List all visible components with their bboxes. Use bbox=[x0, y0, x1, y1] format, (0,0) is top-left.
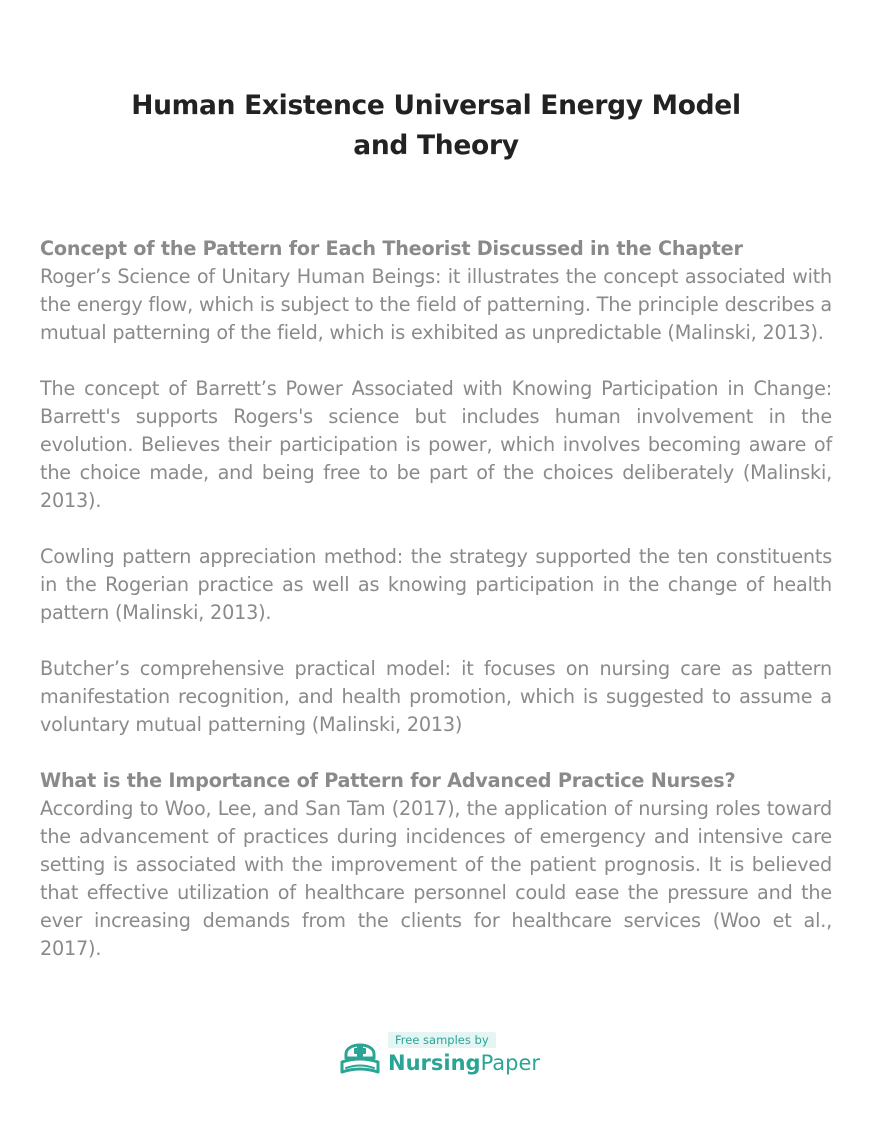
document-body bbox=[40, 235, 832, 991]
section-heading-importance: What is the Importance of Pattern for Advanced Practice Nurses? bbox=[40, 769, 736, 792]
paragraph-rogers: Roger’s Science of Unitary Human Beings: it illustrates the concept associated with the energy flow, which is subject to the field of patterning. The principle describes a mutual patterning of the field, which is exhibited as unpredictable (Malinski, 2013). bbox=[40, 265, 832, 344]
footer-brand[interactable] bbox=[338, 1030, 541, 1078]
nurse-cap-icon bbox=[338, 1032, 382, 1076]
footer-tagline: Free samples by bbox=[388, 1032, 496, 1048]
paragraph-cowling: Cowling pattern appreciation method: the strategy supported the ten constituents in the Rogerian practice as well as knowing participation in the change of health pattern (Malinski, 2013). bbox=[40, 545, 832, 624]
page-title-line-1: Human Existence Universal Energy Model bbox=[131, 89, 741, 121]
brand-name-strong: Nursing bbox=[388, 1051, 481, 1075]
page-title bbox=[120, 86, 752, 166]
paragraph-butcher: Butcher’s comprehensive practical model: it focuses on nursing care as pattern manifestation recognition, and health promotion, which is suggested to assume a voluntary mutual patterning (Malinski, 2013) bbox=[40, 657, 832, 736]
paragraph-woo: According to Woo, Lee, and San Tam (2017), the application of nursing roles toward the advancement of practices during incidences of emergency and intensive care setting is associated with the improvement of the patient prognosis. It is believed that effective utilization of healthcare personnel could ease the pressure and the ever increasing demands from the clients for healthcare services (Woo et al., 2017). bbox=[40, 797, 832, 960]
brand-name bbox=[388, 1050, 540, 1076]
section-heading-pattern-concept: Concept of the Pattern for Each Theorist Discussed in the Chapter bbox=[40, 237, 743, 260]
brand-name-light: Paper bbox=[480, 1051, 541, 1075]
page-title-line-2: and Theory bbox=[353, 129, 519, 161]
paragraph-barrett: The concept of Barrett’s Power Associated with Knowing Participation in Change: Barrett's supports Rogers's science but includes human involvement in the evolution. Believes their participation is power, which involves becoming aware of the choice made, and being free to be part of the choices deliberately (Malinski, 2013). bbox=[40, 377, 832, 512]
